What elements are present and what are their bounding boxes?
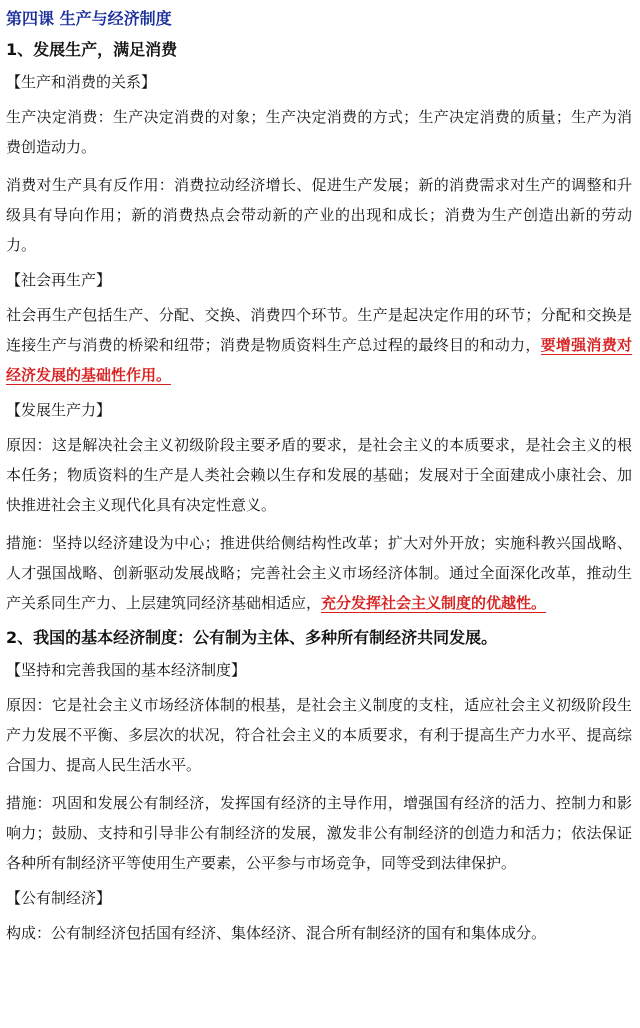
paragraph-public-ownership-composition: 构成：公有制经济包括国有经济、集体经济、混合所有制经济的国有和集体成分。: [6, 924, 547, 942]
highlighted-text: 要增强消费对经济发展的基础性作用。: [6, 336, 632, 384]
subsection-label-basic-economic-system: 【坚持和完善我国的基本经济制度】: [6, 661, 247, 679]
paragraph-production-decides-consumption: 生产决定消费：生产决定消费的对象；生产决定消费的方式；生产决定消费的质量；生产为消费创造动力。: [6, 108, 632, 156]
section-heading-1: 1、发展生产，满足消费: [6, 40, 178, 59]
section-heading-2: 2、我国的基本经济制度：公有制为主体、多种所有制经济共同发展。: [6, 628, 498, 647]
paragraph-text: 措施：坚持以经济建设为中心；推进供给侧结构性改革；扩大对外开放；实施科教兴国战略、人才强国战略、创新驱动发展战略；完善社会主义市场经济体制。通过全面深化改革，推动生产关系同生产力、上层建筑同经济基础相适应，: [6, 534, 632, 612]
paragraph-consumption-reacts-production: 消费对生产具有反作用：消费拉动经济增长、促进生产发展；新的消费需求对生产的调整和升级具有导向作用；新的消费热点会带动新的产业的出现和成长；消费为生产创造出新的劳动力。: [6, 176, 632, 254]
lesson-title: 第四课 生产与经济制度: [6, 9, 172, 28]
paragraph-productivity-reasons: 原因：这是解决社会主义初级阶段主要矛盾的要求，是社会主义的本质要求，是社会主义的根本任务；物质资料的生产是人类社会赖以生存和发展的基础；发展对于全面建成小康社会、加快推进社会主义现代化具有决定性意义。: [6, 436, 632, 514]
paragraph-productivity-measures: [6, 528, 632, 618]
paragraph-basic-system-measures: 措施：巩固和发展公有制经济，发挥国有经济的主导作用，增强国有经济的活力、控制力和影响力；鼓励、支持和引导非公有制经济的发展，激发非公有制经济的创造力和活力；依法保证各种所有制经济平等使用生产要素，公平参与市场竞争，同等受到法律保护。: [6, 794, 632, 872]
subsection-label-public-ownership: 【公有制经济】: [6, 889, 112, 907]
subsection-label-social-reproduction: 【社会再生产】: [6, 271, 112, 289]
subsection-label-production-consumption: 【生产和消费的关系】: [6, 73, 157, 91]
paragraph-social-reproduction: [6, 300, 632, 390]
paragraph-text: 社会再生产包括生产、分配、交换、消费四个环节。生产是起决定作用的环节；分配和交换是连接生产与消费的桥梁和纽带；消费是物质资料生产总过程的最终目的和动力，: [6, 306, 632, 354]
subsection-label-productivity: 【发展生产力】: [6, 401, 112, 419]
highlighted-text: 充分发挥社会主义制度的优越性。: [321, 594, 547, 612]
paragraph-basic-system-reasons: 原因：它是社会主义市场经济体制的根基，是社会主义制度的支柱，适应社会主义初级阶段生产力发展不平衡、多层次的状况，符合社会主义的本质要求，有利于提高生产力水平、提高综合国力、提高人民生活水平。: [6, 696, 632, 774]
